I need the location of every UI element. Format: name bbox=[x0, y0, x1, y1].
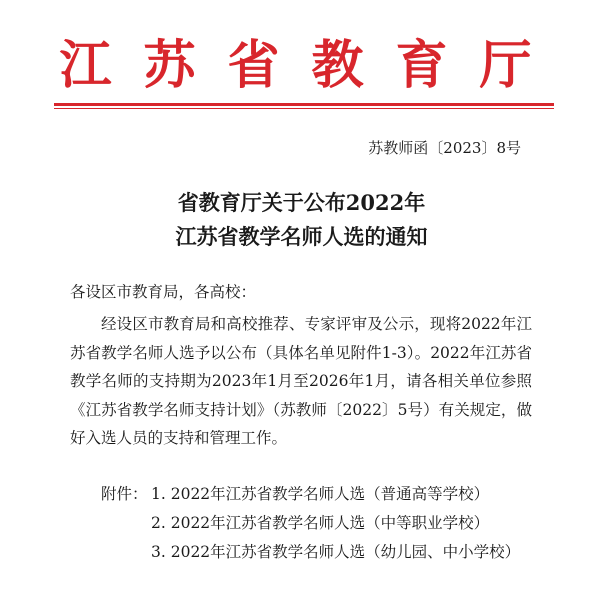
issuer-letterhead-title: 江苏省教育厅 bbox=[59, 36, 564, 96]
attachment-row bbox=[101, 480, 520, 509]
document-title bbox=[0, 186, 603, 254]
attachments-label: 附件： bbox=[101, 485, 148, 503]
body-paragraph: 经设区市教育局和高校推荐、专家评审及公示，现将2022年江苏省教学名师人选予以公布（具体名单见附件1-3）。2022年江苏省教学名师的支持期为2023年1月至2026年1月，请各相关单位参照《江苏省教学名师支持计划》（苏教师〔2022〕5号）有关规定，做好入选人员的支持和管理工作。 bbox=[70, 315, 532, 448]
attachment-item-2: 2. 2022年江苏省教学名师人选（中等职业学校） bbox=[151, 514, 490, 532]
letterhead-red-rule-thin bbox=[54, 108, 554, 109]
attachments-list bbox=[101, 480, 520, 567]
document-title-line-2: 江苏省教学名师人选的通知 bbox=[175, 224, 428, 249]
letterhead-red-rule-thick bbox=[54, 103, 554, 106]
document-title-line-1: 省教育厅关于公布2022年 bbox=[177, 190, 426, 215]
attachment-row bbox=[101, 538, 520, 567]
salutation: 各设区市教育局，各高校： bbox=[70, 283, 257, 301]
attachment-item-1: 1. 2022年江苏省教学名师人选（普通高等学校） bbox=[151, 485, 490, 503]
attachment-row bbox=[101, 509, 520, 538]
attachment-item-3: 3. 2022年江苏省教学名师人选（幼儿园、中小学校） bbox=[151, 543, 521, 561]
document-number: 苏教师函〔2023〕8号 bbox=[368, 139, 521, 157]
